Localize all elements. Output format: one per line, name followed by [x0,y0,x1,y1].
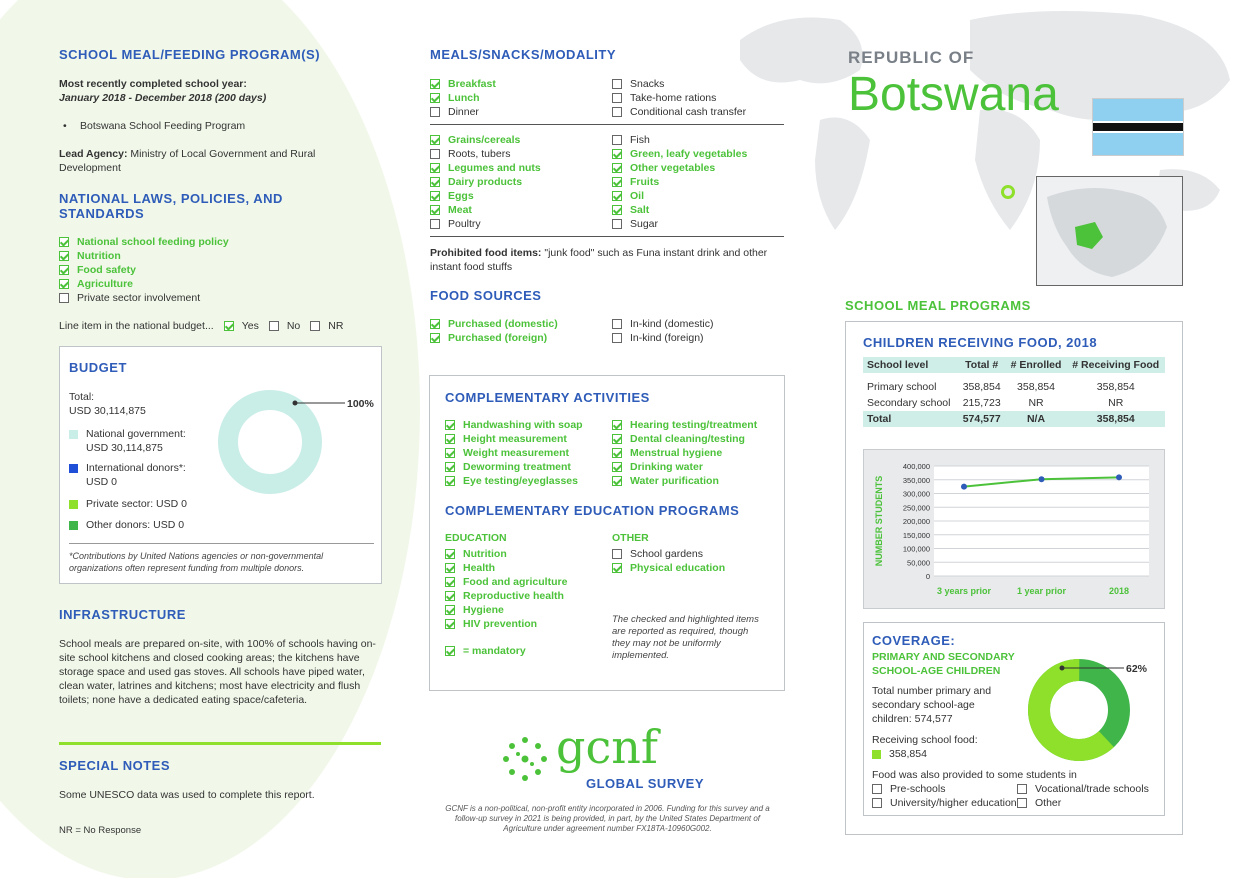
checkbox-nutrition[interactable] [445,547,567,561]
unchecked-box-icon[interactable] [310,321,320,331]
unchecked-box-icon[interactable] [612,219,622,229]
checkbox-pre-schools[interactable] [872,782,1017,796]
y-tick-label: 400,000 [902,462,930,471]
data-point [961,484,967,490]
national-value: USD 30,114,875 [86,442,163,454]
checkbox-label: Dinner [448,106,479,118]
coverage-pct: 62% [1126,663,1148,675]
checkbox-agriculture[interactable] [59,277,229,291]
checkbox-purchased-foreign[interactable] [430,331,558,345]
gcnf-subtitle: GLOBAL SURVEY [586,776,704,791]
checkbox-label: Snacks [630,78,665,90]
lead-agency-label: Lead Agency: [59,148,128,160]
checked-box-icon[interactable] [445,448,455,458]
unchecked-box-icon[interactable] [872,798,882,808]
checkbox-in-kind-domestic[interactable] [612,317,713,331]
coverage-panel [863,622,1165,816]
laws-title: NATIONAL LAWS, POLICIES, AND STANDARDS [59,191,283,221]
budget-option-no[interactable] [269,319,300,333]
y-tick-label: 0 [925,572,930,581]
checkbox-label: Purchased (foreign) [448,332,548,344]
also-options [872,782,1162,810]
checked-box-icon[interactable] [445,577,455,587]
checkbox-label: Meat [448,204,472,216]
legend-international [69,461,186,475]
table-header: # Enrolled [1006,357,1067,373]
checkbox-label: Fruits [630,176,660,188]
checkbox-label: Agriculture [77,278,134,290]
mandatory-checkbox-icon [445,646,455,656]
gcnf-footer: GCNF is a non-political, non-profit entity incorporated in 2006. Funding for this survey and a follow-up survey in 2021 is being provided, in part, by the United States Department of Agriculture under agreement number FX18TA-10960G002. [445,804,770,833]
checkbox-handwashing-with-soap[interactable] [445,418,583,432]
receiving-label: Receiving school food: [872,734,978,746]
checkbox-nutrition[interactable] [59,249,229,263]
students-line-chart [864,450,1164,608]
checked-box-icon[interactable] [445,434,455,444]
checked-box-icon[interactable] [59,279,69,289]
checkbox-health[interactable] [445,561,567,575]
children-table [863,357,1165,427]
table-cell: Secondary school [867,397,951,409]
checkbox-hearing-testing-treatment[interactable] [612,418,757,432]
checkbox-national-school-feeding-policy[interactable] [59,235,229,249]
table-cell: NR [1108,397,1124,409]
table-header: Total # [958,357,1006,373]
checkbox-label: Other [1035,797,1062,809]
unchecked-box-icon[interactable] [430,107,440,117]
checkbox-label: Private sector involvement [77,292,201,304]
unchecked-box-icon[interactable] [612,135,622,145]
x-tick-label: 2018 [1108,586,1130,596]
checkbox-in-kind-foreign[interactable] [612,331,713,345]
checkbox-drinking-water[interactable] [612,460,757,474]
budget-option-nr[interactable] [310,319,343,333]
checkbox-food-and-agriculture[interactable] [445,575,567,589]
education-heading: EDUCATION [445,532,507,544]
mandatory-legend [445,644,526,658]
sources-col1 [430,317,558,345]
checked-box-icon[interactable] [430,191,440,201]
checkbox-label: Green, leafy vegetables [630,148,748,160]
checked-box-icon[interactable] [612,434,622,444]
unchecked-box-icon[interactable] [1017,784,1027,794]
other-heading: OTHER [612,532,649,544]
budget-line-label: Line item in the national budget... [59,320,214,332]
receiving-value: 358,854 [889,748,927,760]
checkbox-label: Roots, tubers [448,148,511,160]
budget-box [59,346,382,584]
checkbox-label: In-kind (domestic) [630,318,714,330]
gcnf-logo: gcnf [556,720,658,774]
coverage-donut [1024,648,1164,763]
checkbox-roots-tubers[interactable] [430,147,541,161]
checkbox-label: Hearing testing/treatment [630,419,758,431]
checked-box-icon[interactable] [224,321,234,331]
checkbox-label: Oil [630,190,645,202]
other-list [612,547,725,575]
checked-box-icon[interactable] [430,135,440,145]
checked-box-icon[interactable] [445,462,455,472]
checked-box-icon[interactable] [612,149,622,159]
checked-box-icon[interactable] [445,476,455,486]
x-tick-label: 3 years prior [936,586,992,596]
chart-panel [863,449,1165,609]
checkbox-label: Nutrition [463,548,507,560]
checkbox-menstrual-hygiene[interactable] [612,446,757,460]
x-tick-label: 1 year prior [1016,586,1067,596]
coverage-subtitle: PRIMARY AND SECONDARY SCHOOL-AGE CHILDREN [872,651,1015,677]
checkbox-label: Weight measurement [463,447,569,459]
sources-col2 [612,317,713,345]
education-list [445,547,567,631]
checkbox-label: National school feeding policy [77,236,229,248]
checkbox-label: Food and agriculture [463,576,568,588]
table-cell: NR [1028,397,1044,409]
private-label: Private sector: [86,498,154,510]
international-label: International donors*: [86,462,186,474]
y-tick-label: 50,000 [907,558,930,568]
table-cell: 358,854 [962,381,1001,393]
checked-box-icon[interactable] [612,462,622,472]
checked-box-icon[interactable] [430,163,440,173]
coverage-total-text: Total number primary and secondary school-age children: [872,685,992,725]
checkbox-breakfast[interactable] [430,77,496,91]
checkbox-label: In-kind (foreign) [630,332,704,344]
checked-box-icon[interactable] [430,79,440,89]
checkbox-eggs[interactable] [430,189,541,203]
receiving-row [872,747,927,761]
checkbox-dental-cleaning-testing[interactable] [612,432,757,446]
gcnf-dots-icon [500,734,550,784]
unchecked-box-icon[interactable] [430,219,440,229]
checkbox-label: Height measurement [463,433,567,445]
y-tick-label: 350,000 [902,475,930,485]
table-row [863,379,1165,395]
activities-col1 [445,418,583,488]
checkbox-label: Nutrition [77,250,121,262]
checkbox-label: Breakfast [448,78,496,90]
checked-box-icon[interactable] [612,420,622,430]
checked-box-icon[interactable] [59,237,69,247]
checked-box-icon[interactable] [430,205,440,215]
table-header: # Receiving Food [1067,357,1166,373]
receiving-swatch [872,750,881,759]
infrastructure-text: School meals are prepared on-site, with 100% of schools having on-site school kitchens and closed cooking areas; the kitchens have storage space and used gas stoves. All schools have piped water, clean water, latrines and kitchens; most have electricity and flush toilets; none have a dedicated eating space/cafeteria. [59,638,376,706]
checkbox-label: Legumes and nuts [448,162,541,174]
budget-note: *Contributions by United Nations agencies or non-governmental organizations often represent funding from multiple donors. [69,551,324,573]
checkbox-label: Handwashing with soap [463,419,583,431]
other-value: USD 0 [153,519,185,531]
budget-option-yes[interactable] [224,319,259,333]
program-title: SCHOOL MEAL/FEEDING PROGRAM(S) [59,47,321,62]
checkbox-other[interactable] [1017,796,1162,810]
unchecked-box-icon[interactable] [612,79,622,89]
checkbox-label: Menstrual hygiene [630,447,723,459]
checkbox-label: Take-home rations [630,92,717,104]
program-bullet: • [63,120,67,132]
budget-donut-pct: 100% [347,398,374,410]
checked-box-icon[interactable] [430,177,440,187]
legend-private [69,497,187,511]
checkbox-label: Salt [630,204,650,216]
checkbox-purchased-domestic[interactable] [430,317,558,331]
budget-total-label: Total: [69,391,95,403]
checked-box-icon[interactable] [445,605,455,615]
checkbox-vocational-trade-schools[interactable] [1017,782,1162,796]
table-row [863,395,1165,411]
unchecked-box-icon[interactable] [612,107,622,117]
international-value: USD 0 [86,476,117,488]
table-row [863,411,1165,427]
checkbox-physical-education[interactable] [612,561,725,575]
checkbox-label: Drinking water [630,461,703,473]
checkbox-label: HIV prevention [463,618,538,630]
program-name: Botswana School Feeding Program [80,120,246,132]
unchecked-box-icon[interactable] [612,93,622,103]
sources-title: FOOD SOURCES [430,288,542,303]
table-cell: 358,854 [1017,381,1055,393]
table-cell: 358,854 [1096,381,1135,393]
checkbox-deworming-treatment[interactable] [445,460,583,474]
laws-list [59,235,229,305]
unchecked-box-icon[interactable] [612,319,622,329]
country-prefix: REPUBLIC OF [848,48,975,67]
activities-title: COMPLEMENTARY ACTIVITIES [445,390,650,405]
checkbox-hiv-prevention[interactable] [445,617,567,631]
checkbox-label: Grains/cereals [448,134,521,146]
education-title: COMPLEMENTARY EDUCATION PROGRAMS [445,503,740,518]
checkbox-label: Dairy products [448,176,523,188]
checkbox-water-purification[interactable] [612,474,757,488]
checkbox-height-measurement[interactable] [445,432,583,446]
private-value: USD 0 [156,498,187,510]
activities-note: The checked and highlighted items are reported as required, though they may not be uniformly implemented. [612,614,759,661]
checkbox-label: Purchased (domestic) [448,318,558,330]
recent-year-value: January 2018 - December 2018 (200 days) [59,92,267,104]
checked-box-icon[interactable] [612,163,622,173]
checked-box-icon[interactable] [445,619,455,629]
checkbox-label: Health [463,562,496,574]
unchecked-box-icon[interactable] [872,784,882,794]
y-axis-label: NUMBER STUDENTS [874,475,884,567]
meals-col1 [430,77,496,119]
other-label: Other donors: [86,519,151,531]
activities-box [429,375,785,691]
budget-line-options [224,319,344,333]
checkbox-label: No [286,320,301,332]
checkbox-label: Eggs [448,190,474,202]
checked-box-icon[interactable] [445,420,455,430]
unchecked-box-icon[interactable] [269,321,279,331]
budget-divider [69,543,374,544]
private-swatch [69,500,78,509]
unchecked-box-icon[interactable] [1017,798,1027,808]
checkbox-label: Poultry [448,218,481,230]
checked-box-icon[interactable] [612,191,622,201]
programs-title: SCHOOL MEAL PROGRAMS [845,298,1031,313]
other-swatch [69,521,78,530]
legend-other [69,518,184,532]
checkbox-dairy-products[interactable] [430,175,541,189]
table-header: School level [863,357,958,373]
checked-box-icon[interactable] [612,205,622,215]
budget-line-row [59,319,343,333]
checkbox-label: University/higher education [890,797,1017,809]
checked-box-icon[interactable] [430,319,440,329]
checked-box-icon[interactable] [612,177,622,187]
budget-donut-leader-dot [293,401,298,406]
coverage-total-label [872,684,1017,726]
checkbox-label: Pre-schools [890,783,946,795]
unchecked-box-icon[interactable] [612,333,622,343]
botswana-flag-icon [1092,98,1184,156]
also-label: Food was also provided to some students in [872,769,1077,781]
coverage-leader-dot [1060,666,1065,671]
checked-box-icon[interactable] [59,265,69,275]
y-tick-label: 250,000 [902,503,930,513]
checkbox-legumes-and-nuts[interactable] [430,161,541,175]
table-cell: Total [863,411,958,427]
budget-donut-ring [228,400,312,484]
checked-box-icon[interactable] [445,591,455,601]
checkbox-poultry[interactable] [430,217,541,231]
mandatory-label: = mandatory [463,645,526,657]
children-title: CHILDREN RECEIVING FOOD, 2018 [863,335,1098,350]
table-cell: 574,577 [958,411,1006,427]
green-divider [59,742,381,745]
checkbox-label: Conditional cash transfer [630,106,747,118]
checkbox-label: Food safety [77,264,136,276]
prohibited-value: "junk food" such as Funa instant drink and other instant food stuffs [430,247,768,273]
budget-donut [215,387,375,507]
nr-note: NR = No Response [59,825,142,836]
meals-title: MEALS/SNACKS/MODALITY [430,47,616,62]
checkbox-private-sector-involvement[interactable] [59,291,229,305]
notes-text: Some UNESCO data was used to complete this report. [59,789,315,801]
checked-box-icon[interactable] [445,549,455,559]
checkbox-label: Lunch [448,92,480,104]
checkbox-label: Fish [630,134,650,146]
coverage-title: COVERAGE: [872,633,956,648]
international-swatch [69,464,78,473]
checkbox-label: Yes [241,320,259,332]
checkbox-label: Vocational/trade schools [1035,783,1149,795]
inset-map-icon [1036,176,1183,286]
children-box [845,321,1183,835]
checkbox-label: Other vegetables [630,162,716,174]
recent-year-label: Most recently completed school year: [59,78,247,90]
checkbox-hygiene[interactable] [445,603,567,617]
unchecked-box-icon[interactable] [430,149,440,159]
y-tick-label: 200,000 [902,517,930,526]
checked-box-icon[interactable] [445,563,455,573]
checkbox-label: Water purification [630,475,719,487]
checked-box-icon[interactable] [430,333,440,343]
checkbox-label: Hygiene [463,604,504,616]
legend-national [69,427,186,441]
checkbox-weight-measurement[interactable] [445,446,583,460]
national-swatch [69,430,78,439]
country-name: Botswana [848,68,1059,121]
y-tick-label: 100,000 [902,544,930,554]
checkbox-label: Sugar [630,218,659,230]
checkbox-eye-testing-eyeglasses[interactable] [445,474,583,488]
checked-box-icon[interactable] [612,476,622,486]
checkbox-label: Deworming treatment [463,461,571,473]
national-label: National government: [86,428,186,440]
checkbox-label: NR [328,320,344,332]
unchecked-box-icon[interactable] [59,293,69,303]
lead-agency [59,147,359,175]
checkbox-lunch[interactable] [430,91,496,105]
unchecked-box-icon[interactable] [612,549,622,559]
checked-box-icon[interactable] [59,251,69,261]
foods-col1 [430,133,541,231]
table-cell: 215,723 [962,397,1001,409]
table-cell: 358,854 [1067,411,1166,427]
prohibited-label: Prohibited food items: [430,247,542,259]
notes-title: SPECIAL NOTES [59,758,171,773]
location-marker-icon [1001,185,1015,199]
checkbox-food-safety[interactable] [59,263,229,277]
checkbox-school-gardens[interactable] [612,547,725,561]
y-tick-label: 300,000 [902,489,930,499]
checkbox-label: Dental cleaning/testing [630,433,745,445]
checkbox-label: Physical education [630,562,726,574]
checked-box-icon[interactable] [612,448,622,458]
checkbox-university-higher-education[interactable] [872,796,1017,810]
budget-total-value: USD 30,114,875 [69,405,146,417]
checkbox-meat[interactable] [430,203,541,217]
checkbox-dinner[interactable] [430,105,496,119]
checkbox-label: School gardens [630,548,703,560]
y-tick-label: 150,000 [902,530,930,540]
checkbox-grains-cereals[interactable] [430,133,541,147]
table-cell: N/A [1006,411,1067,427]
checked-box-icon[interactable] [430,93,440,103]
infrastructure-title: INFRASTRUCTURE [59,607,186,622]
budget-title: BUDGET [69,360,127,375]
data-point [1039,476,1045,482]
coverage-total-value: 574,577 [914,713,953,725]
data-point [1116,474,1122,480]
checkbox-label: Eye testing/eyeglasses [463,475,578,487]
checked-box-icon[interactable] [612,563,622,573]
checkbox-reproductive-health[interactable] [445,589,567,603]
activities-col2 [612,418,757,488]
table-cell: Primary school [867,381,937,393]
lead-agency-value: Ministry of Local Government and Rural Development [59,148,316,174]
checkbox-label: Reproductive health [463,590,564,602]
